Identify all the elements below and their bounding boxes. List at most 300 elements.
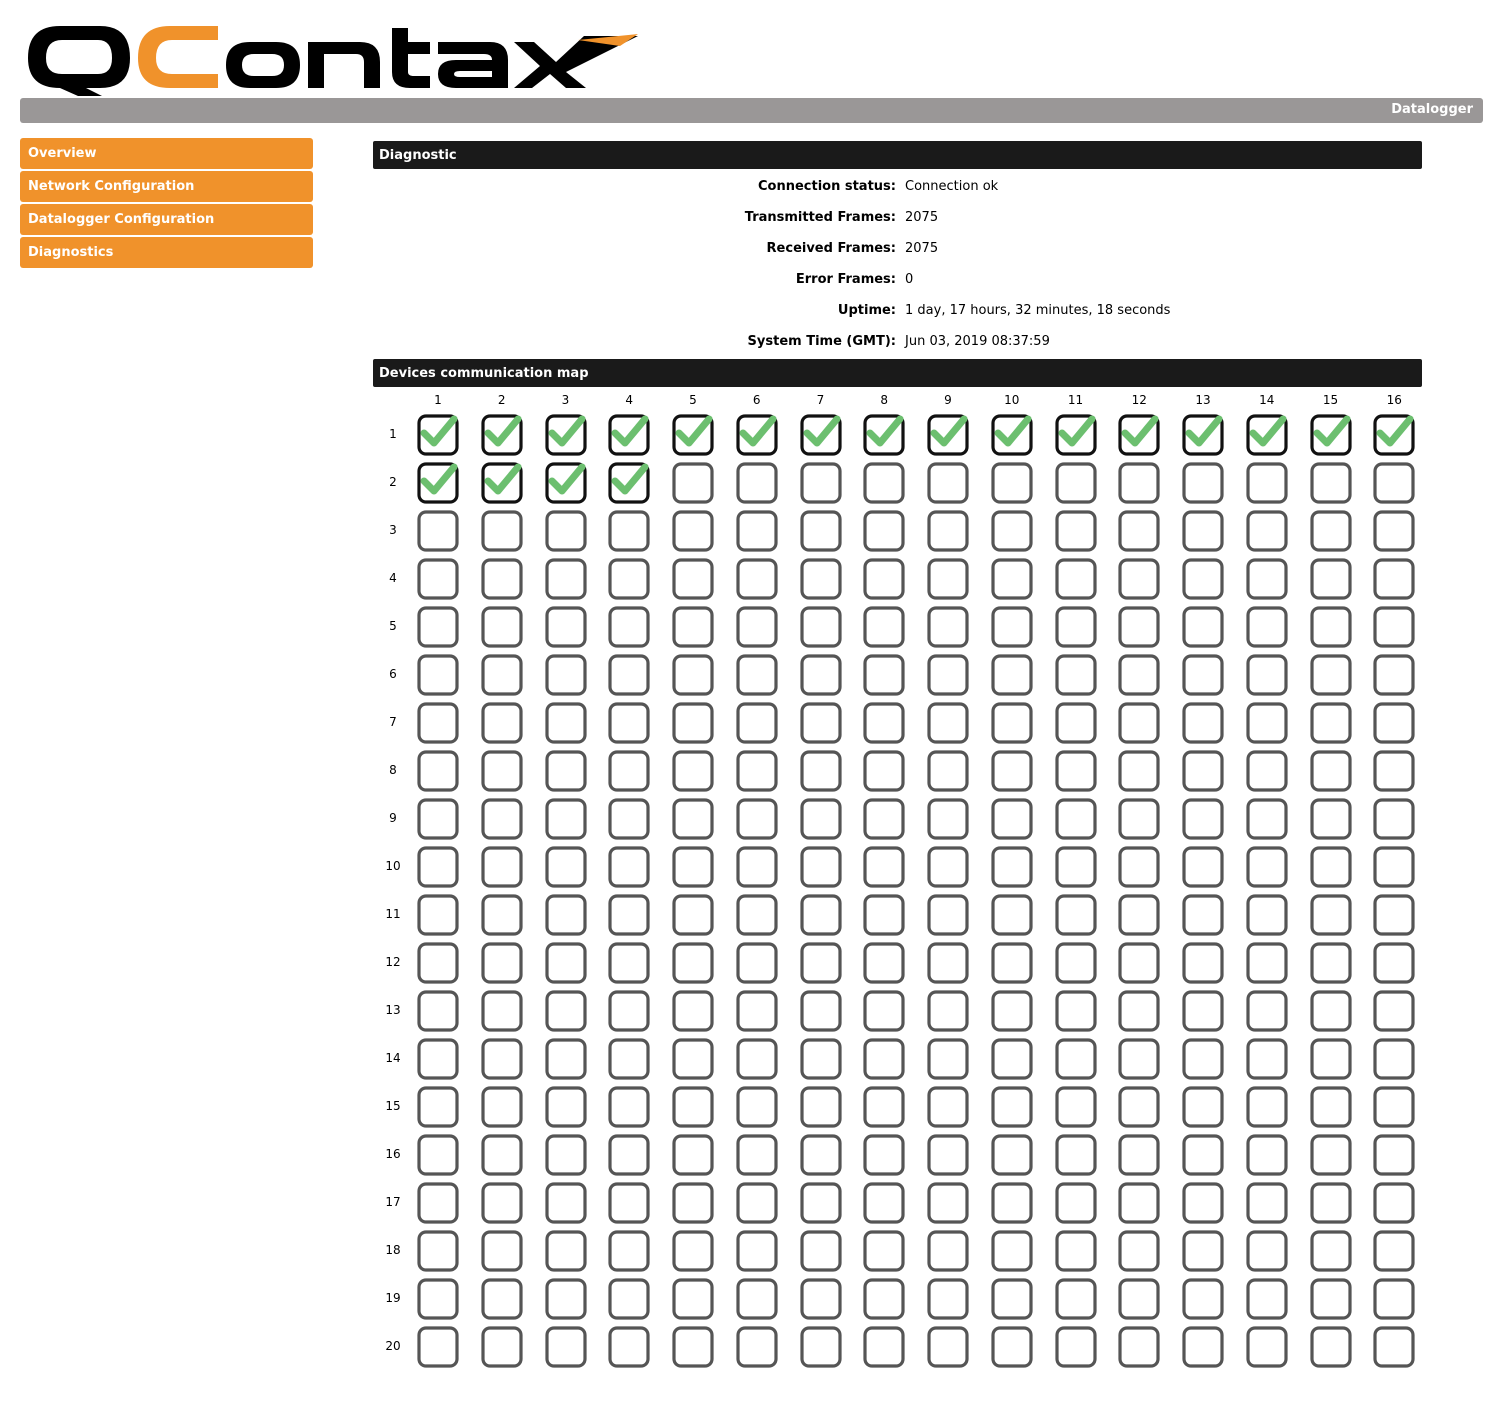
- empty-box-icon: [1117, 1133, 1161, 1177]
- empty-box-icon: [1054, 1085, 1098, 1129]
- empty-box-icon: [1245, 941, 1289, 985]
- empty-box-icon: [862, 557, 906, 601]
- empty-box-icon: [1117, 797, 1161, 841]
- empty-box-icon: [862, 1181, 906, 1225]
- map-row-label: 5: [389, 619, 397, 633]
- empty-box-icon: [607, 989, 651, 1033]
- empty-box-icon: [1117, 557, 1161, 601]
- empty-box-icon: [735, 1229, 779, 1273]
- map-column-label: 7: [816, 393, 825, 407]
- empty-box-icon: [799, 1277, 843, 1321]
- empty-box-icon: [1054, 941, 1098, 985]
- empty-box-icon: [544, 1277, 588, 1321]
- empty-box-icon: [1181, 989, 1225, 1033]
- empty-box-icon: [926, 845, 970, 889]
- empty-box-icon: [1181, 701, 1225, 745]
- empty-box-icon: [544, 1229, 588, 1273]
- empty-box-icon: [862, 509, 906, 553]
- empty-box-icon: [1181, 1133, 1225, 1177]
- map-column-label: 6: [752, 393, 761, 407]
- empty-box-icon: [480, 941, 524, 985]
- empty-box-icon: [926, 989, 970, 1033]
- checked-box-icon: [671, 413, 715, 457]
- empty-box-icon: [862, 653, 906, 697]
- empty-box-icon: [544, 1133, 588, 1177]
- empty-box-icon: [1054, 989, 1098, 1033]
- map-column-label: 15: [1322, 393, 1339, 407]
- empty-box-icon: [926, 1133, 970, 1177]
- empty-box-icon: [480, 605, 524, 649]
- empty-box-icon: [480, 1133, 524, 1177]
- map-row-label: 20: [385, 1339, 401, 1353]
- empty-box-icon: [1054, 797, 1098, 841]
- empty-box-icon: [735, 653, 779, 697]
- empty-box-icon: [1372, 893, 1416, 937]
- empty-box-icon: [607, 557, 651, 601]
- map-row-label: 17: [385, 1195, 401, 1209]
- empty-box-icon: [1117, 1085, 1161, 1129]
- empty-box-icon: [735, 509, 779, 553]
- empty-box-icon: [1309, 653, 1353, 697]
- empty-box-icon: [926, 605, 970, 649]
- empty-box-icon: [990, 461, 1034, 505]
- empty-box-icon: [1054, 461, 1098, 505]
- empty-box-icon: [416, 941, 460, 985]
- empty-box-icon: [1054, 1133, 1098, 1177]
- empty-box-icon: [1117, 1325, 1161, 1369]
- empty-box-icon: [990, 653, 1034, 697]
- empty-box-icon: [1245, 701, 1289, 745]
- empty-box-icon: [480, 749, 524, 793]
- empty-box-icon: [1054, 653, 1098, 697]
- empty-box-icon: [799, 653, 843, 697]
- empty-box-icon: [926, 893, 970, 937]
- empty-box-icon: [1054, 1181, 1098, 1225]
- empty-box-icon: [1245, 749, 1289, 793]
- empty-box-icon: [1245, 989, 1289, 1033]
- empty-box-icon: [544, 1181, 588, 1225]
- empty-box-icon: [1181, 941, 1225, 985]
- empty-box-icon: [862, 1037, 906, 1081]
- map-row-label: 15: [385, 1099, 401, 1113]
- empty-box-icon: [1309, 605, 1353, 649]
- empty-box-icon: [926, 1229, 970, 1273]
- empty-box-icon: [1117, 1229, 1161, 1273]
- empty-box-icon: [671, 557, 715, 601]
- map-row-label: 3: [389, 523, 397, 537]
- empty-box-icon: [735, 1037, 779, 1081]
- empty-box-icon: [735, 557, 779, 601]
- empty-box-icon: [1054, 509, 1098, 553]
- empty-box-icon: [799, 1229, 843, 1273]
- empty-box-icon: [1054, 605, 1098, 649]
- empty-box-icon: [735, 701, 779, 745]
- empty-box-icon: [1117, 845, 1161, 889]
- checked-box-icon: [799, 413, 843, 457]
- empty-box-icon: [1309, 1037, 1353, 1081]
- map-row-label: 13: [385, 1003, 401, 1017]
- empty-box-icon: [416, 653, 460, 697]
- empty-box-icon: [1372, 1229, 1416, 1273]
- empty-box-icon: [990, 797, 1034, 841]
- checked-box-icon: [480, 461, 524, 505]
- empty-box-icon: [1181, 1037, 1225, 1081]
- map-column-label: 10: [1004, 393, 1020, 407]
- empty-box-icon: [1117, 605, 1161, 649]
- empty-box-icon: [1054, 749, 1098, 793]
- devices-communication-map: [373, 390, 1422, 1380]
- empty-box-icon: [799, 701, 843, 745]
- empty-box-icon: [990, 1181, 1034, 1225]
- empty-box-icon: [416, 1277, 460, 1321]
- received-frames-label: Received Frames:: [766, 241, 896, 256]
- empty-box-icon: [1372, 1133, 1416, 1177]
- empty-box-icon: [544, 845, 588, 889]
- empty-box-icon: [926, 653, 970, 697]
- empty-box-icon: [735, 893, 779, 937]
- sidebar-nav: [20, 138, 313, 270]
- empty-box-icon: [799, 941, 843, 985]
- empty-box-icon: [926, 557, 970, 601]
- empty-box-icon: [607, 749, 651, 793]
- empty-box-icon: [1117, 989, 1161, 1033]
- empty-box-icon: [990, 1277, 1034, 1321]
- empty-box-icon: [607, 1325, 651, 1369]
- empty-box-icon: [1181, 797, 1225, 841]
- empty-box-icon: [1245, 1277, 1289, 1321]
- empty-box-icon: [671, 1229, 715, 1273]
- empty-box-icon: [607, 509, 651, 553]
- sidebar-item-overview[interactable]: Overview: [20, 138, 313, 169]
- empty-box-icon: [1309, 1229, 1353, 1273]
- empty-box-icon: [416, 1037, 460, 1081]
- empty-box-icon: [544, 893, 588, 937]
- empty-box-icon: [862, 461, 906, 505]
- map-row-label: 16: [385, 1147, 401, 1161]
- empty-box-icon: [544, 701, 588, 745]
- empty-box-icon: [544, 1085, 588, 1129]
- empty-box-icon: [1054, 701, 1098, 745]
- map-column-label: 11: [1067, 393, 1084, 407]
- uptime-value: 1 day, 17 hours, 32 minutes, 18 seconds: [905, 303, 1171, 318]
- empty-box-icon: [990, 989, 1034, 1033]
- empty-box-icon: [1181, 1229, 1225, 1273]
- transmitted-frames-label: Transmitted Frames:: [744, 210, 896, 225]
- empty-box-icon: [671, 1037, 715, 1081]
- empty-box-icon: [1054, 1037, 1098, 1081]
- empty-box-icon: [799, 797, 843, 841]
- empty-box-icon: [862, 605, 906, 649]
- empty-box-icon: [735, 1085, 779, 1129]
- empty-box-icon: [1054, 1277, 1098, 1321]
- empty-box-icon: [671, 941, 715, 985]
- empty-box-icon: [799, 749, 843, 793]
- empty-box-icon: [799, 893, 843, 937]
- empty-box-icon: [862, 1229, 906, 1273]
- empty-box-icon: [862, 1133, 906, 1177]
- checked-box-icon: [926, 413, 970, 457]
- empty-box-icon: [1181, 1325, 1225, 1369]
- empty-box-icon: [1181, 1181, 1225, 1225]
- empty-box-icon: [416, 893, 460, 937]
- empty-box-icon: [862, 941, 906, 985]
- empty-box-icon: [1181, 1085, 1225, 1129]
- empty-box-icon: [607, 701, 651, 745]
- map-row-label: 10: [385, 859, 401, 873]
- empty-box-icon: [1181, 749, 1225, 793]
- empty-box-icon: [416, 1325, 460, 1369]
- empty-box-icon: [735, 1277, 779, 1321]
- empty-box-icon: [671, 1085, 715, 1129]
- empty-box-icon: [480, 701, 524, 745]
- diagnostic-row-connection-status: [373, 172, 1422, 203]
- empty-box-icon: [735, 749, 779, 793]
- empty-box-icon: [1245, 797, 1289, 841]
- empty-box-icon: [544, 605, 588, 649]
- empty-box-icon: [1372, 797, 1416, 841]
- devices-map-section-header: Devices communication map: [373, 359, 1422, 387]
- empty-box-icon: [1372, 845, 1416, 889]
- empty-box-icon: [799, 1325, 843, 1369]
- empty-box-icon: [1181, 557, 1225, 601]
- empty-box-icon: [735, 941, 779, 985]
- empty-box-icon: [416, 1181, 460, 1225]
- empty-box-icon: [735, 989, 779, 1033]
- map-column-label: 1: [434, 393, 442, 407]
- empty-box-icon: [1245, 1133, 1289, 1177]
- empty-box-icon: [799, 1037, 843, 1081]
- top-bar: [20, 98, 1483, 123]
- empty-box-icon: [990, 1085, 1034, 1129]
- empty-box-icon: [480, 989, 524, 1033]
- empty-box-icon: [416, 845, 460, 889]
- empty-box-icon: [1372, 941, 1416, 985]
- empty-box-icon: [862, 797, 906, 841]
- empty-box-icon: [990, 893, 1034, 937]
- empty-box-icon: [480, 1037, 524, 1081]
- empty-box-icon: [1117, 1181, 1161, 1225]
- empty-box-icon: [480, 1085, 524, 1129]
- checked-box-icon: [990, 413, 1034, 457]
- empty-box-icon: [1309, 941, 1353, 985]
- empty-box-icon: [735, 461, 779, 505]
- empty-box-icon: [1372, 605, 1416, 649]
- empty-box-icon: [1309, 461, 1353, 505]
- empty-box-icon: [1054, 845, 1098, 889]
- empty-box-icon: [1309, 893, 1353, 937]
- diagnostic-row-system-time: [373, 327, 1422, 358]
- empty-box-icon: [671, 701, 715, 745]
- empty-box-icon: [544, 509, 588, 553]
- empty-box-icon: [926, 1277, 970, 1321]
- empty-box-icon: [1245, 461, 1289, 505]
- checked-box-icon: [544, 461, 588, 505]
- empty-box-icon: [926, 1325, 970, 1369]
- empty-box-icon: [799, 845, 843, 889]
- empty-box-icon: [1181, 509, 1225, 553]
- empty-box-icon: [1372, 1325, 1416, 1369]
- sidebar-item-network-configuration[interactable]: Network Configuration: [20, 171, 313, 202]
- map-row-label: 14: [385, 1051, 401, 1065]
- empty-box-icon: [544, 653, 588, 697]
- empty-box-icon: [1309, 557, 1353, 601]
- empty-box-icon: [1181, 653, 1225, 697]
- checked-box-icon: [1181, 413, 1225, 457]
- empty-box-icon: [735, 1325, 779, 1369]
- map-column-label: 14: [1259, 393, 1275, 407]
- sidebar-item-datalogger-configuration[interactable]: Datalogger Configuration: [20, 204, 313, 235]
- empty-box-icon: [926, 461, 970, 505]
- empty-box-icon: [607, 1229, 651, 1273]
- error-frames-value: 0: [905, 272, 914, 287]
- map-column-label: 8: [880, 393, 889, 407]
- empty-box-icon: [926, 749, 970, 793]
- empty-box-icon: [1245, 509, 1289, 553]
- empty-box-icon: [735, 797, 779, 841]
- empty-box-icon: [544, 557, 588, 601]
- empty-box-icon: [1372, 509, 1416, 553]
- map-column-label: 5: [689, 393, 697, 407]
- empty-box-icon: [926, 1037, 970, 1081]
- map-row-label: 2: [389, 475, 397, 489]
- qcontax-logo: [20, 10, 640, 96]
- empty-box-icon: [416, 605, 460, 649]
- empty-box-icon: [1117, 893, 1161, 937]
- empty-box-icon: [1309, 749, 1353, 793]
- map-row-label: 18: [385, 1243, 401, 1257]
- empty-box-icon: [1245, 845, 1289, 889]
- empty-box-icon: [862, 701, 906, 745]
- empty-box-icon: [926, 941, 970, 985]
- empty-box-icon: [735, 605, 779, 649]
- map-row-label: 9: [389, 811, 397, 825]
- empty-box-icon: [416, 1133, 460, 1177]
- empty-box-icon: [544, 749, 588, 793]
- empty-box-icon: [1117, 1277, 1161, 1321]
- checked-box-icon: [544, 413, 588, 457]
- diagnostic-row-received-frames: [373, 234, 1422, 265]
- map-row-label: 6: [389, 667, 397, 681]
- map-row-label: 19: [385, 1291, 401, 1305]
- empty-box-icon: [799, 461, 843, 505]
- uptime-label: Uptime:: [837, 303, 896, 318]
- empty-box-icon: [1372, 1277, 1416, 1321]
- checked-box-icon: [1309, 413, 1353, 457]
- checked-box-icon: [1245, 413, 1289, 457]
- empty-box-icon: [607, 941, 651, 985]
- empty-box-icon: [926, 509, 970, 553]
- map-column-label: 3: [561, 393, 570, 407]
- empty-box-icon: [862, 1277, 906, 1321]
- empty-box-icon: [607, 845, 651, 889]
- empty-box-icon: [1309, 1085, 1353, 1129]
- empty-box-icon: [480, 1325, 524, 1369]
- empty-box-icon: [480, 1181, 524, 1225]
- empty-box-icon: [607, 1277, 651, 1321]
- empty-box-icon: [862, 1325, 906, 1369]
- checked-box-icon: [862, 413, 906, 457]
- system-time-label: System Time (GMT):: [747, 334, 896, 349]
- received-frames-value: 2075: [905, 241, 939, 256]
- empty-box-icon: [607, 893, 651, 937]
- empty-box-icon: [671, 797, 715, 841]
- empty-box-icon: [926, 701, 970, 745]
- empty-box-icon: [1245, 1325, 1289, 1369]
- empty-box-icon: [1117, 653, 1161, 697]
- empty-box-icon: [735, 845, 779, 889]
- empty-box-icon: [671, 845, 715, 889]
- checked-box-icon: [1117, 413, 1161, 457]
- empty-box-icon: [1372, 1085, 1416, 1129]
- empty-box-icon: [862, 989, 906, 1033]
- empty-box-icon: [1181, 461, 1225, 505]
- empty-box-icon: [1245, 605, 1289, 649]
- empty-box-icon: [671, 989, 715, 1033]
- empty-box-icon: [990, 941, 1034, 985]
- empty-box-icon: [1181, 845, 1225, 889]
- empty-box-icon: [735, 1181, 779, 1225]
- empty-box-icon: [607, 605, 651, 649]
- map-row-label: 4: [389, 571, 397, 585]
- map-row-label: 8: [389, 763, 397, 777]
- empty-box-icon: [1245, 1181, 1289, 1225]
- map-column-label: 4: [625, 393, 634, 407]
- empty-box-icon: [1245, 893, 1289, 937]
- empty-box-icon: [1054, 1229, 1098, 1273]
- empty-box-icon: [1372, 557, 1416, 601]
- empty-box-icon: [1245, 1229, 1289, 1273]
- empty-box-icon: [1372, 1037, 1416, 1081]
- sidebar-item-diagnostics[interactable]: Diagnostics: [20, 237, 313, 268]
- empty-box-icon: [1245, 653, 1289, 697]
- checked-box-icon: [607, 413, 651, 457]
- empty-box-icon: [671, 749, 715, 793]
- empty-box-icon: [990, 845, 1034, 889]
- empty-box-icon: [416, 701, 460, 745]
- empty-box-icon: [799, 1181, 843, 1225]
- empty-box-icon: [799, 1133, 843, 1177]
- empty-box-icon: [1181, 605, 1225, 649]
- empty-box-icon: [1181, 893, 1225, 937]
- empty-box-icon: [799, 509, 843, 553]
- empty-box-icon: [862, 1085, 906, 1129]
- empty-box-icon: [862, 749, 906, 793]
- empty-box-icon: [990, 1229, 1034, 1273]
- empty-box-icon: [607, 1181, 651, 1225]
- empty-box-icon: [1372, 701, 1416, 745]
- map-row-label: 11: [385, 907, 401, 921]
- empty-box-icon: [799, 557, 843, 601]
- empty-box-icon: [544, 1325, 588, 1369]
- checked-box-icon: [416, 461, 460, 505]
- map-column-label: 16: [1386, 393, 1402, 407]
- empty-box-icon: [1245, 1085, 1289, 1129]
- empty-box-icon: [735, 1133, 779, 1177]
- empty-box-icon: [480, 797, 524, 841]
- empty-box-icon: [1117, 749, 1161, 793]
- empty-box-icon: [1309, 1181, 1353, 1225]
- diagnostic-row-error-frames: [373, 265, 1422, 296]
- empty-box-icon: [1054, 893, 1098, 937]
- checked-box-icon: [480, 413, 524, 457]
- empty-box-icon: [990, 1325, 1034, 1369]
- empty-box-icon: [544, 1037, 588, 1081]
- checked-box-icon: [1372, 413, 1416, 457]
- error-frames-label: Error Frames:: [795, 272, 896, 287]
- empty-box-icon: [544, 989, 588, 1033]
- empty-box-icon: [1117, 509, 1161, 553]
- empty-box-icon: [799, 989, 843, 1033]
